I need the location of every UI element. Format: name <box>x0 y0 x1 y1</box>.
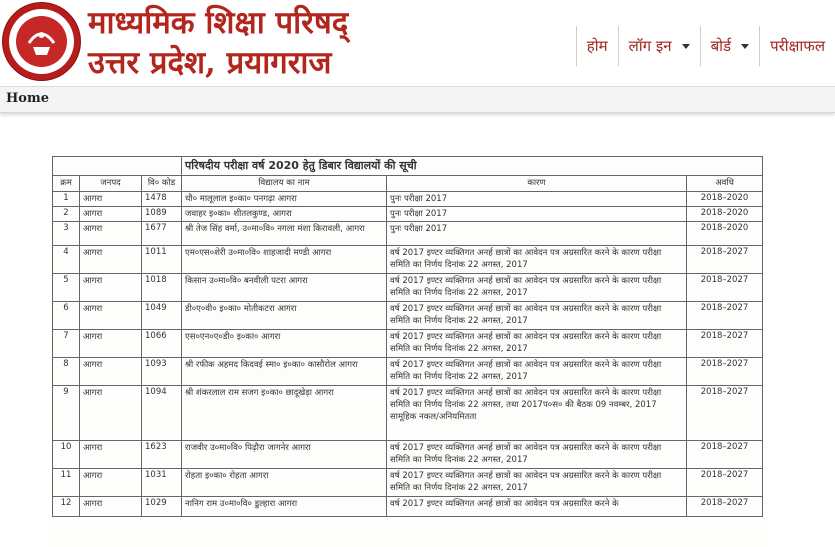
cell-period: 2018–2027 <box>687 497 763 517</box>
table-row <box>53 469 763 497</box>
cell-code: 1066 <box>142 330 182 358</box>
table-row <box>53 246 763 274</box>
cell-code: 1623 <box>142 441 182 469</box>
cell-district: आगरा <box>80 274 142 302</box>
cell-reason: वर्ष 2017 इण्टर व्यक्तिगत अनर्ह छात्रों का आवेदन पत्र अग्रसारित करने के कारण परीक्षा समिति का निर्णय दिनांक 22 अगस्त, 2017 <box>387 246 687 274</box>
cell-district: आगरा <box>80 469 142 497</box>
cell-school: चौ० मालूलाल इ०का० पनगढ़ा आगरा <box>182 192 387 207</box>
cell-period: 2018–2027 <box>687 386 763 441</box>
cell-sno: 1 <box>53 192 80 207</box>
table-caption-row <box>53 157 763 176</box>
cell-code: 1093 <box>142 358 182 386</box>
cell-school: एम०एस०शेरी उ०मा०वि० शाहजादी मण्डी आगरा <box>182 246 387 274</box>
cell-district: आगरा <box>80 497 142 517</box>
cell-school: नानिग राम उ०मा०वि० डुल्हारा आगरा <box>182 497 387 517</box>
cell-reason: वर्ष 2017 इण्टर व्यक्तिगत अनर्ह छात्रों का आवेदन पत्र अग्रसारित करने के कारण परीक्षा समिति का निर्णय दिनांक 22 अगस्त, 2017 <box>387 358 687 386</box>
nav-board-dropdown[interactable] <box>700 26 759 66</box>
table-header-row <box>53 176 763 192</box>
header-school: विद्यालय का नाम <box>182 176 387 192</box>
cell-sno: 5 <box>53 274 80 302</box>
cell-district: आगरा <box>80 441 142 469</box>
cell-reason: वर्ष 2017 इण्टर व्यक्तिगत अनर्ह छात्रों का आवेदन पत्र अग्रसारित करने के कारण परीक्षा समिति का निर्णय दिनांक 22 अगस्त, तथा 2017प०स० की बैठक 09 नवम्बर, 2017 सामूहिक नकल/अनियमितता <box>387 386 687 441</box>
header-sno: क्रम <box>53 176 80 192</box>
caret-down-icon <box>741 44 749 49</box>
cell-period: 2018–2020 <box>687 222 763 246</box>
cell-district: आगरा <box>80 358 142 386</box>
table-row <box>53 302 763 330</box>
table-row <box>53 274 763 302</box>
cell-sno: 3 <box>53 222 80 246</box>
header-district: जनपद <box>80 176 142 192</box>
main-nav <box>576 26 835 66</box>
cell-period: 2018–2027 <box>687 274 763 302</box>
cell-sno: 9 <box>53 386 80 441</box>
table-row <box>53 330 763 358</box>
table-row <box>53 207 763 222</box>
cell-sno: 10 <box>53 441 80 469</box>
cell-school: राजवीर उ०मा०वि० पिढ़ौरा जागनेर आगरा <box>182 441 387 469</box>
caption-spacer <box>53 157 182 176</box>
cell-school: श्री तेज सिंह वर्मा, उ०मा०वि० नगला मंशा किरावली, आगरा <box>182 222 387 246</box>
cell-period: 2018–2027 <box>687 330 763 358</box>
board-seal-logo[interactable] <box>3 3 80 80</box>
cell-reason: पुनः परीक्षा 2017 <box>387 192 687 207</box>
cell-code: 1049 <box>142 302 182 330</box>
cell-reason: वर्ष 2017 इण्टर व्यक्तिगत अनर्ह छात्रों का आवेदन पत्र अग्रसारित करने के कारण परीक्षा समिति का निर्णय दिनांक 22 अगस्त, 2017 <box>387 469 687 497</box>
cell-school: श्री रफीक अहमद किदवई स्मा० इ०का० कासौरोल आगरा <box>182 358 387 386</box>
table-row <box>53 358 763 386</box>
nav-login-label: लॉग इन <box>628 37 672 55</box>
cell-period: 2018–2020 <box>687 192 763 207</box>
table-row <box>53 441 763 469</box>
cell-school: रोहता इ०का० रोहता आगरा <box>182 469 387 497</box>
site-header <box>0 0 835 86</box>
cell-school: किसान उ०मा०वि० बनवीली पटरा आगरा <box>182 274 387 302</box>
table-caption: परिषदीय परीक्षा वर्ष 2020 हेतु डिबार विद्यालयों की सूची <box>182 157 763 176</box>
cell-reason: वर्ष 2017 इण्टर व्यक्तिगत अनर्ह छात्रों का आवेदन पत्र अग्रसारित करने के कारण परीक्षा समिति का निर्णय दिनांक 22 अगस्त, 2017 <box>387 330 687 358</box>
cell-school: जवाहर इ०का० शीतलकुण्ड, आगरा <box>182 207 387 222</box>
scanned-document <box>48 153 768 547</box>
cell-period: 2018–2027 <box>687 246 763 274</box>
nav-results-label: परीक्षाफल <box>770 37 825 55</box>
cell-reason: वर्ष 2017 इण्टर व्यक्तिगत अनर्ह छात्रों का आवेदन पत्र अग्रसारित करने के कारण परीक्षा समिति का निर्णय दिनांक 22 अगस्त, 2017 <box>387 441 687 469</box>
cell-code: 1029 <box>142 497 182 517</box>
cell-code: 1031 <box>142 469 182 497</box>
cell-school: श्री शंकरलाल राम सजग इ०का० छादूखेड़ा आगरा <box>182 386 387 441</box>
header-code: वि० कोड <box>142 176 182 192</box>
cell-sno: 4 <box>53 246 80 274</box>
cell-period: 2018–2020 <box>687 207 763 222</box>
debarred-schools-table <box>52 156 763 517</box>
cell-code: 1089 <box>142 207 182 222</box>
nav-results[interactable] <box>759 26 835 66</box>
cell-district: आगरा <box>80 246 142 274</box>
cell-sno: 11 <box>53 469 80 497</box>
table-row <box>53 222 763 246</box>
cell-district: आगरा <box>80 222 142 246</box>
breadcrumb-bar <box>0 86 835 113</box>
cell-reason: वर्ष 2017 इण्टर व्यक्तिगत अनर्ह छात्रों का आवेदन पत्र अग्रसारित करने के <box>387 497 687 517</box>
nav-board-label: बोर्ड <box>710 37 732 55</box>
cell-sno: 8 <box>53 358 80 386</box>
cell-period: 2018–2027 <box>687 302 763 330</box>
cell-code: 1011 <box>142 246 182 274</box>
cell-sno: 2 <box>53 207 80 222</box>
cell-district: आगरा <box>80 207 142 222</box>
cell-period: 2018–2027 <box>687 441 763 469</box>
header-period: अवधि <box>687 176 763 192</box>
nav-login-dropdown[interactable] <box>618 26 700 66</box>
nav-home-label: होम <box>586 37 608 55</box>
site-title-line1: माध्यमिक शिक्षा परिषद् <box>88 5 349 41</box>
table-row <box>53 386 763 441</box>
cell-school: डी०ए०वी० इ०का० मोतीकटरा आगरा <box>182 302 387 330</box>
cell-school: एस०एन०ए०डी० इ०का० आगरा <box>182 330 387 358</box>
table-row <box>53 497 763 517</box>
cell-reason: वर्ष 2017 इण्टर व्यक्तिगत अनर्ह छात्रों का आवेदन पत्र अग्रसारित करने के कारण परीक्षा समिति का निर्णय दिनांक 22 अगस्त, 2017 <box>387 302 687 330</box>
cell-code: 1018 <box>142 274 182 302</box>
cell-sno: 6 <box>53 302 80 330</box>
cell-district: आगरा <box>80 192 142 207</box>
nav-home[interactable] <box>576 26 618 66</box>
cell-district: आगरा <box>80 302 142 330</box>
cell-sno: 12 <box>53 497 80 517</box>
cell-code: 1478 <box>142 192 182 207</box>
cell-district: आगरा <box>80 330 142 358</box>
cell-reason: पुनः परीक्षा 2017 <box>387 207 687 222</box>
cell-period: 2018–2027 <box>687 358 763 386</box>
table-row <box>53 192 763 207</box>
cell-sno: 7 <box>53 330 80 358</box>
cell-reason: वर्ष 2017 इण्टर व्यक्तिगत अनर्ह छात्रों का आवेदन पत्र अग्रसारित करने के कारण परीक्षा समिति का निर्णय दिनांक 22 अगस्त, 2017 <box>387 274 687 302</box>
cell-code: 1094 <box>142 386 182 441</box>
seal-emblem-icon <box>3 3 80 80</box>
caret-down-icon <box>682 44 690 49</box>
cell-period: 2018–2027 <box>687 469 763 497</box>
cell-district: आगरा <box>80 386 142 441</box>
site-title-line2: उत्तर प्रदेश, प्रयागराज <box>88 45 332 81</box>
breadcrumb-home-link[interactable]: Home <box>6 91 49 106</box>
cell-reason: पुनः परीक्षा 2017 <box>387 222 687 246</box>
cell-code: 1677 <box>142 222 182 246</box>
header-reason: कारण <box>387 176 687 192</box>
